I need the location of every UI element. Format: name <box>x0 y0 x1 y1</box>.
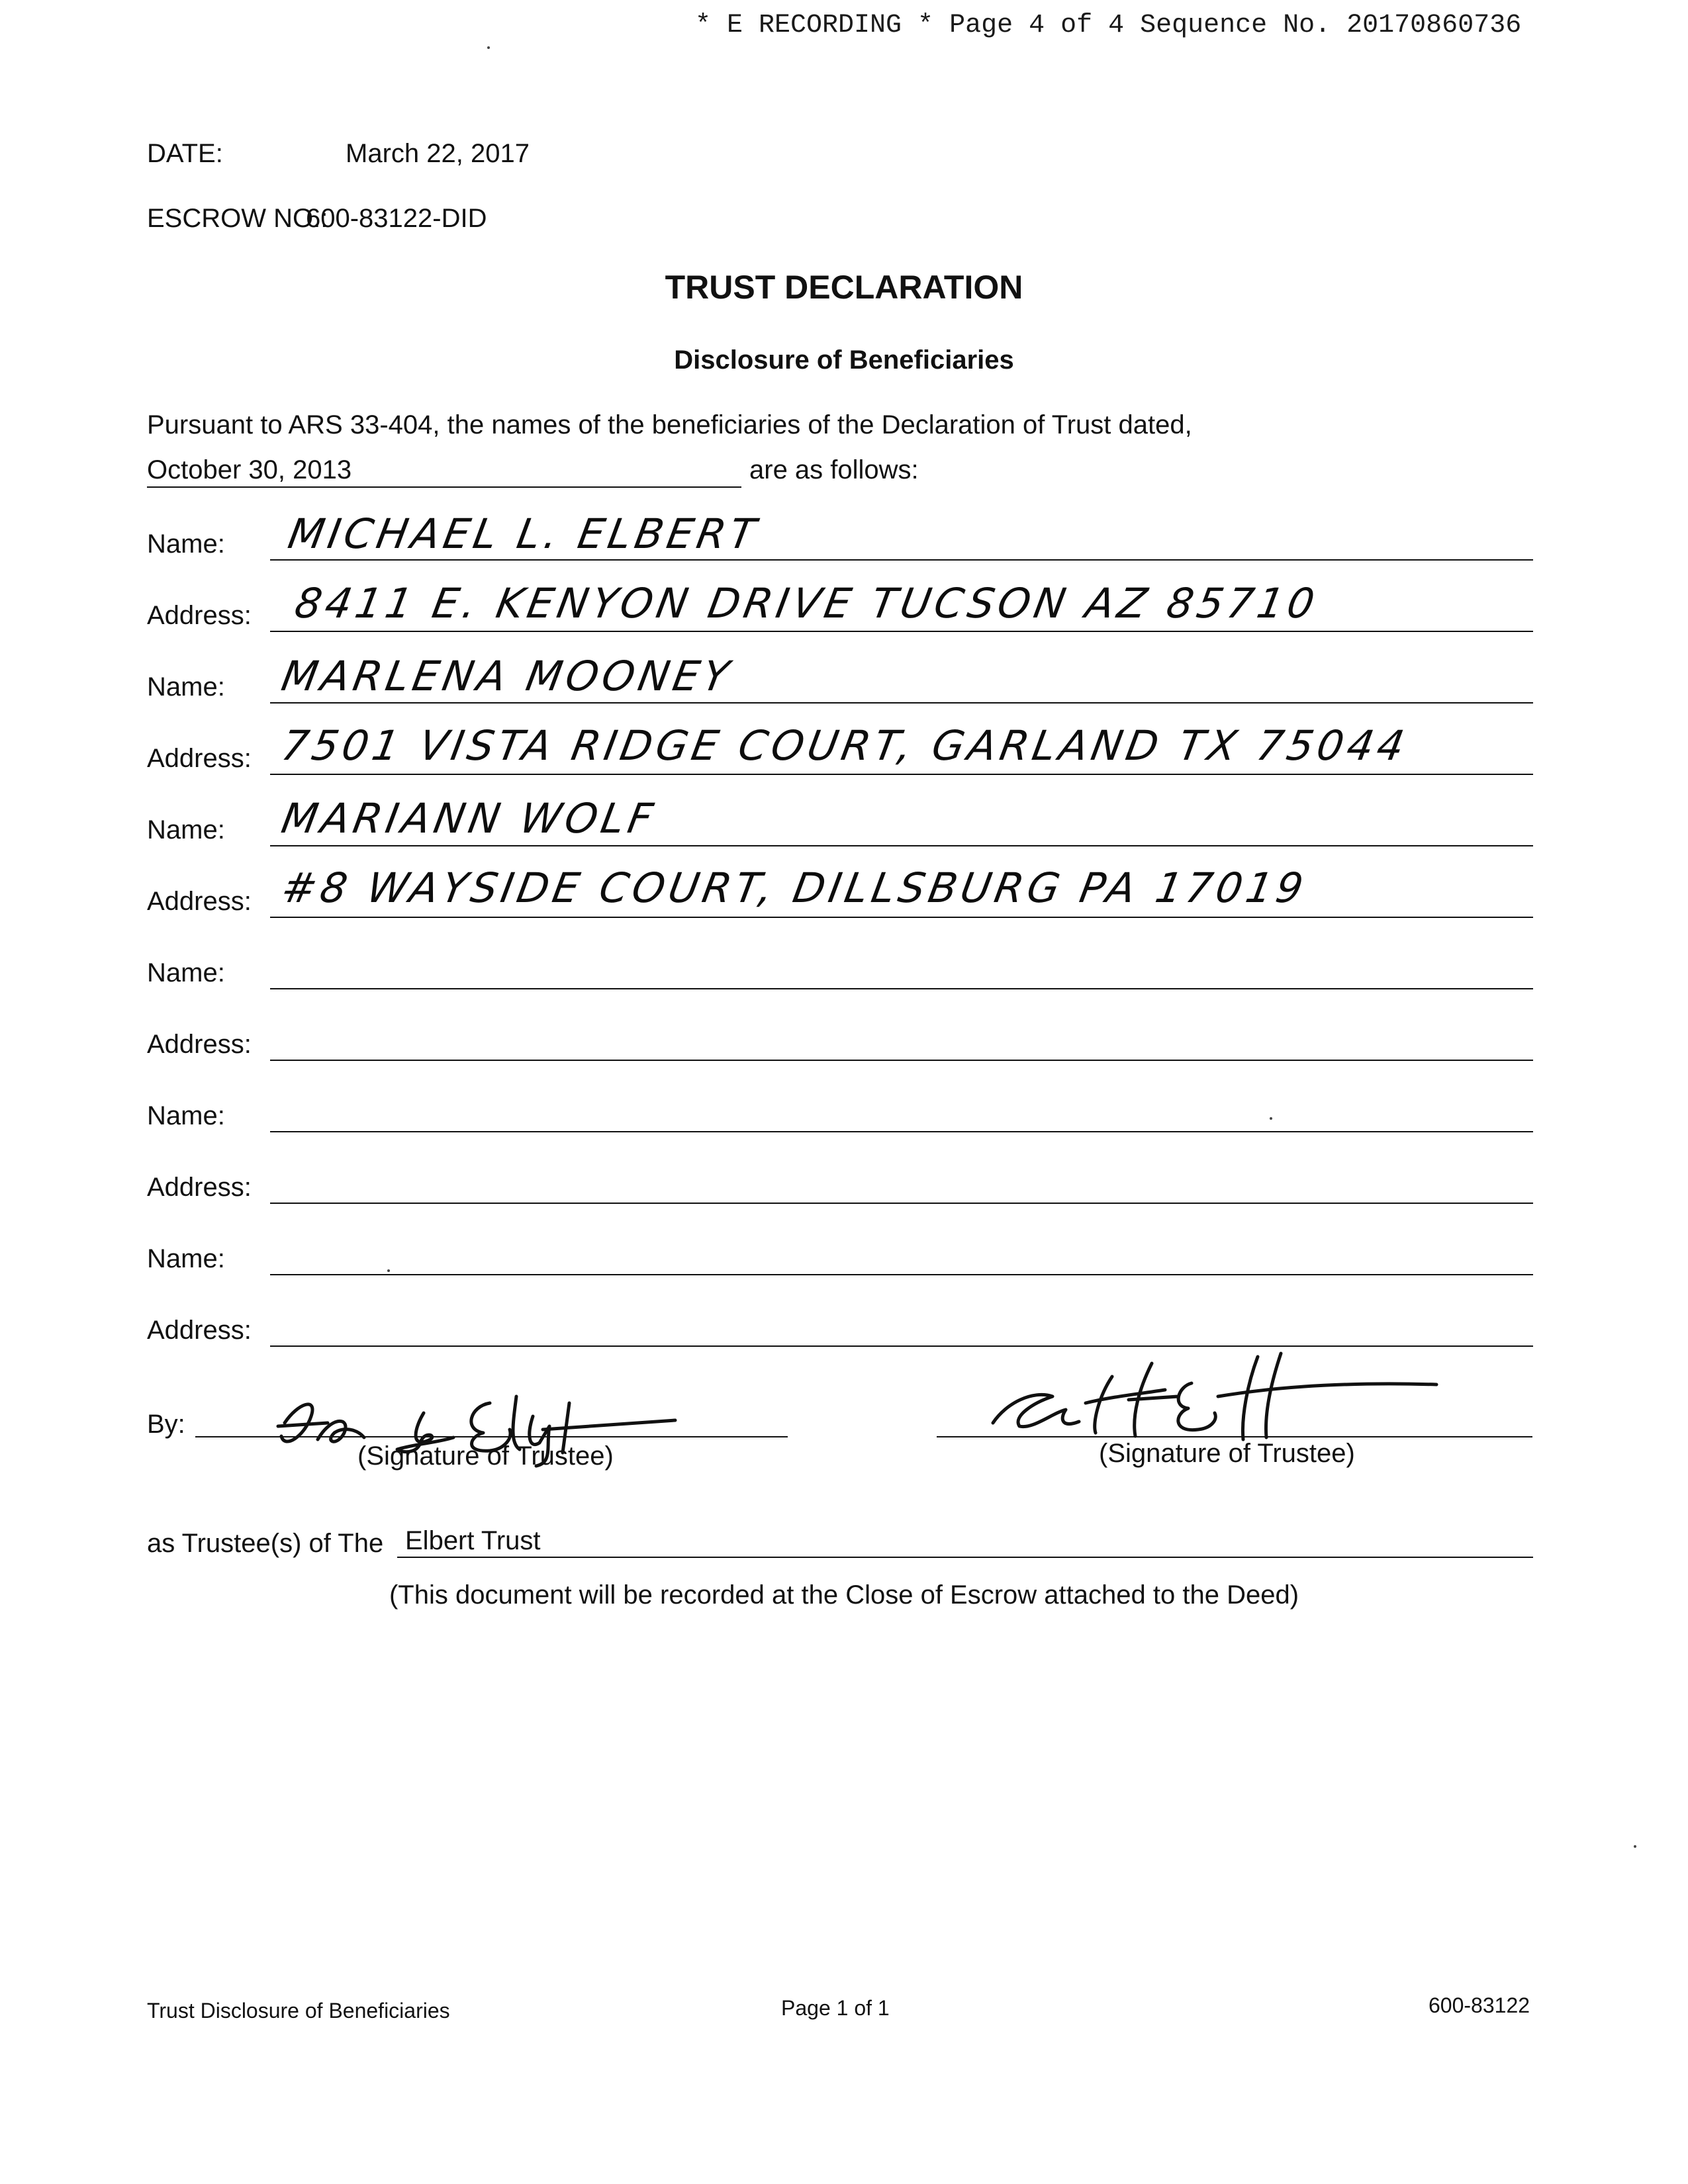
recording-note: (This document will be recorded at the Close of Escrow attached to the Deed) <box>389 1580 1299 1610</box>
address-label: Address: <box>147 1173 252 1202</box>
name-label: Name: <box>147 1101 225 1130</box>
page-title: TRUST DECLARATION <box>665 269 1023 306</box>
escrow-label: ESCROW NO.: <box>147 204 328 233</box>
intro-sentence: Pursuant to ARS 33-404, the names of the beneficiaries of the Declaration of Trust dated, <box>147 410 1192 439</box>
name-field-line <box>270 559 1533 561</box>
signature-caption-left: (Signature of Trustee) <box>357 1441 614 1471</box>
name-field-line <box>270 988 1533 989</box>
name-label: Name: <box>147 815 225 844</box>
address-field-line <box>270 1203 1533 1204</box>
address-label: Address: <box>147 1316 252 1345</box>
footer-page-number: Page 1 of 1 <box>781 1996 890 2020</box>
address-field-line <box>270 917 1533 918</box>
escrow-value: 600-83122-DID <box>306 204 487 233</box>
footer-escrow-number: 600-83122 <box>1429 1993 1530 2017</box>
name-field-line <box>270 1274 1533 1275</box>
trustee-signature-right <box>980 1350 1456 1449</box>
trust-date-value: October 30, 2013 <box>147 455 352 484</box>
address-field-line <box>270 1345 1533 1347</box>
date-value: March 22, 2017 <box>346 139 530 168</box>
name-label: Name: <box>147 672 225 702</box>
recording-stamp: * E RECORDING * Page 4 of 4 Sequence No. 20170860736 <box>695 11 1522 40</box>
signature-caption-right: (Signature of Trustee) <box>1099 1439 1355 1468</box>
footer-doc-title: Trust Disclosure of Beneficiaries <box>147 1999 450 2023</box>
by-label: By: <box>147 1410 185 1439</box>
intro-suffix: are as follows: <box>749 455 919 484</box>
address-label: Address: <box>147 1030 252 1059</box>
address-field-line <box>270 1060 1533 1061</box>
scan-speck <box>387 1269 390 1272</box>
address-label: Address: <box>147 601 252 630</box>
address-field-line <box>270 774 1533 775</box>
beneficiary-address-handwritten: #8 WAYSIDE COURT, DILLSBURG PA 17019 <box>278 864 1311 912</box>
address-field-line <box>270 631 1533 632</box>
trust-name-underline <box>397 1557 1533 1558</box>
name-field-line <box>270 1131 1533 1132</box>
trustee-label: as Trustee(s) of The <box>147 1529 384 1558</box>
address-label: Address: <box>147 744 252 773</box>
page-subtitle: Disclosure of Beneficiaries <box>674 345 1014 375</box>
scan-speck <box>1634 1845 1636 1848</box>
scan-speck <box>487 46 490 49</box>
name-field-line <box>270 845 1533 846</box>
scan-speck <box>1270 1117 1272 1120</box>
trustee-signature-left <box>271 1377 695 1469</box>
trust-date-underline <box>147 486 741 488</box>
beneficiary-name-handwritten: MARLENA MOONEY <box>278 652 737 700</box>
beneficiary-name-handwritten: MICHAEL L. ELBERT <box>285 510 763 558</box>
beneficiary-address-handwritten: 8411 E. KENYON DRIVE TUCSON AZ 85710 <box>291 579 1323 627</box>
name-label: Name: <box>147 958 225 987</box>
beneficiary-address-handwritten: 7501 VISTA RIDGE COURT, GARLAND TX 75044 <box>278 721 1412 770</box>
trust-name-value: Elbert Trust <box>405 1526 541 1555</box>
beneficiary-name-handwritten: MARIANN WOLF <box>278 794 661 842</box>
date-label: DATE: <box>147 139 223 168</box>
name-label: Name: <box>147 1244 225 1273</box>
name-field-line <box>270 702 1533 704</box>
address-label: Address: <box>147 887 252 916</box>
name-label: Name: <box>147 529 225 559</box>
